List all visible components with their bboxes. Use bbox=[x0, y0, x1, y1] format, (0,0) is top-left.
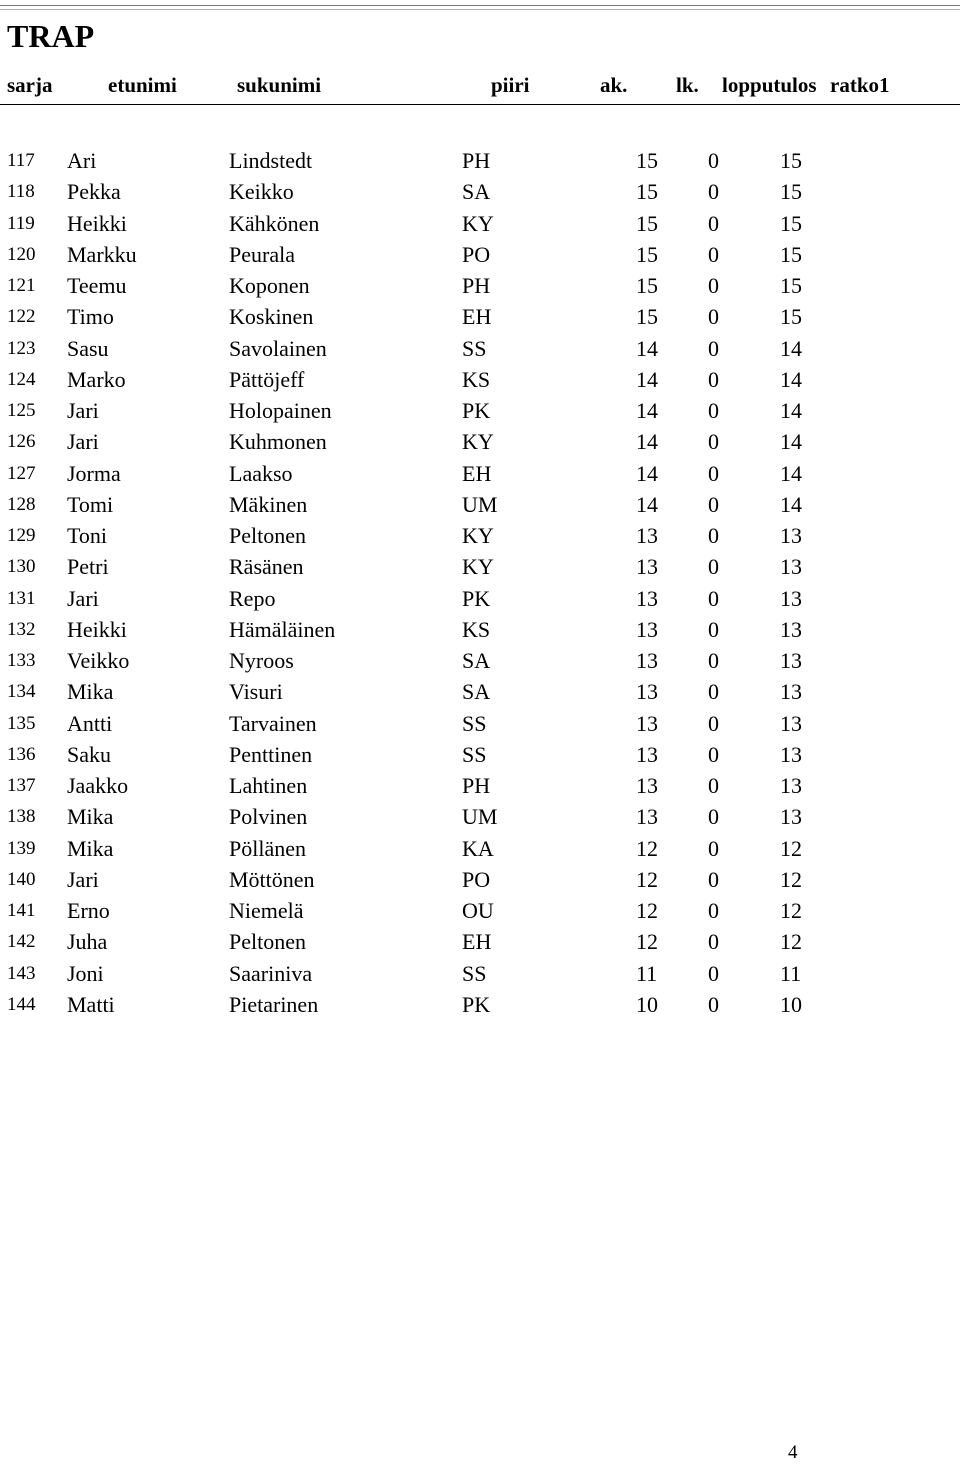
cell-sarja: 135 bbox=[7, 712, 36, 734]
cell-etunimi: Jari bbox=[67, 398, 99, 423]
cell-ak: 13 bbox=[636, 741, 658, 767]
table-row bbox=[0, 270, 960, 301]
cell-ak: 15 bbox=[636, 241, 658, 267]
cell-sarja: 118 bbox=[7, 181, 35, 203]
cell-lopputulos: 14 bbox=[780, 366, 802, 392]
cell-piiri: PH bbox=[462, 148, 491, 173]
cell-piiri: KA bbox=[462, 835, 494, 861]
cell-lopputulos: 13 bbox=[780, 554, 802, 580]
cell-lopputulos: 12 bbox=[780, 929, 802, 955]
header-sarja: sarja bbox=[7, 73, 53, 97]
cell-sarja: 126 bbox=[7, 431, 36, 453]
cell-lopputulos: 13 bbox=[780, 523, 802, 548]
cell-etunimi: Jari bbox=[67, 585, 99, 611]
cell-ak: 15 bbox=[636, 304, 658, 330]
cell-sukunimi: Pietarinen bbox=[229, 991, 319, 1017]
cell-lopputulos: 14 bbox=[780, 398, 802, 423]
cell-piiri: PK bbox=[462, 991, 491, 1017]
cell-sukunimi: Räsänen bbox=[229, 554, 304, 580]
cell-lopputulos: 13 bbox=[780, 648, 802, 673]
cell-etunimi: Juha bbox=[67, 929, 108, 955]
cell-lk: 0 bbox=[708, 804, 719, 830]
cell-lopputulos: 10 bbox=[780, 991, 802, 1017]
cell-etunimi: Ari bbox=[67, 148, 97, 173]
cell-sarja: 128 bbox=[7, 493, 36, 515]
table-row bbox=[0, 208, 960, 239]
cell-lk: 0 bbox=[708, 929, 719, 955]
cell-ak: 12 bbox=[636, 929, 658, 955]
cell-ak: 13 bbox=[636, 804, 658, 830]
table-row bbox=[0, 676, 960, 707]
cell-sarja: 136 bbox=[7, 743, 36, 765]
cell-lk: 0 bbox=[708, 491, 719, 517]
cell-sarja: 125 bbox=[7, 400, 36, 421]
cell-lopputulos: 15 bbox=[780, 148, 802, 173]
cell-ak: 10 bbox=[636, 991, 658, 1017]
cell-piiri: EH bbox=[462, 460, 492, 486]
cell-lopputulos: 14 bbox=[780, 460, 802, 486]
cell-sukunimi: Möttönen bbox=[229, 866, 315, 892]
header-sukunimi: sukunimi bbox=[237, 73, 322, 97]
table-row bbox=[0, 583, 960, 614]
cell-piiri: UM bbox=[462, 491, 498, 517]
cell-ak: 15 bbox=[636, 148, 658, 173]
cell-etunimi: Mika bbox=[67, 804, 114, 830]
cell-lk: 0 bbox=[708, 460, 719, 486]
cell-piiri: PH bbox=[462, 773, 491, 798]
cell-lopputulos: 14 bbox=[780, 491, 802, 517]
cell-etunimi: Erno bbox=[67, 898, 110, 923]
cell-sukunimi: Saariniva bbox=[229, 960, 313, 986]
cell-sarja: 134 bbox=[7, 681, 36, 703]
page-title: TRAP bbox=[7, 18, 95, 54]
cell-etunimi: Matti bbox=[67, 991, 115, 1017]
cell-lopputulos: 13 bbox=[780, 804, 802, 830]
cell-piiri: SS bbox=[462, 335, 487, 361]
cell-sukunimi: Niemelä bbox=[229, 898, 304, 923]
table-row bbox=[0, 489, 960, 520]
cell-piiri: SA bbox=[462, 648, 491, 673]
cell-sarja: 144 bbox=[7, 993, 36, 1015]
cell-sukunimi: Peltonen bbox=[229, 523, 306, 548]
cell-piiri: PK bbox=[462, 585, 491, 611]
cell-ak: 13 bbox=[636, 679, 658, 705]
table-row bbox=[0, 645, 960, 676]
table-row bbox=[0, 458, 960, 489]
cell-lopputulos: 12 bbox=[780, 898, 802, 923]
cell-lopputulos: 13 bbox=[780, 585, 802, 611]
cell-sarja: 131 bbox=[7, 587, 36, 609]
cell-sukunimi: Pöllänen bbox=[229, 835, 306, 861]
cell-lk: 0 bbox=[708, 179, 719, 205]
table-row bbox=[0, 864, 960, 895]
cell-lopputulos: 13 bbox=[780, 710, 802, 736]
cell-sarja: 127 bbox=[7, 462, 36, 484]
table-row bbox=[0, 739, 960, 770]
cell-ak: 14 bbox=[636, 335, 658, 361]
cell-sarja: 132 bbox=[7, 618, 36, 640]
cell-ak: 13 bbox=[636, 710, 658, 736]
cell-lk: 0 bbox=[708, 210, 719, 236]
table-row bbox=[0, 364, 960, 395]
table-row bbox=[0, 833, 960, 864]
cell-etunimi: Pekka bbox=[67, 179, 121, 205]
cell-lopputulos: 13 bbox=[780, 741, 802, 767]
cell-sukunimi: Hämäläinen bbox=[229, 616, 336, 642]
cell-sukunimi: Laakso bbox=[229, 460, 293, 486]
cell-etunimi: Markku bbox=[67, 241, 137, 267]
cell-lk: 0 bbox=[708, 273, 719, 298]
top-rule bbox=[0, 5, 960, 6]
cell-sukunimi: Koponen bbox=[229, 273, 310, 298]
cell-sukunimi: Pättöjeff bbox=[229, 366, 305, 392]
cell-sukunimi: Koskinen bbox=[229, 304, 314, 330]
cell-sukunimi: Visuri bbox=[229, 679, 283, 705]
cell-lk: 0 bbox=[708, 148, 719, 173]
cell-piiri: KY bbox=[462, 210, 494, 236]
header-lk: lk. bbox=[676, 73, 699, 97]
cell-lopputulos: 15 bbox=[780, 241, 802, 267]
cell-sarja: 123 bbox=[7, 337, 36, 359]
cell-lk: 0 bbox=[708, 741, 719, 767]
cell-lopputulos: 15 bbox=[780, 210, 802, 236]
cell-lopputulos: 15 bbox=[780, 273, 802, 298]
cell-sarja: 138 bbox=[7, 806, 36, 828]
cell-lk: 0 bbox=[708, 398, 719, 423]
cell-ak: 13 bbox=[636, 773, 658, 798]
page-number: 4 bbox=[788, 1442, 798, 1463]
cell-ak: 13 bbox=[636, 616, 658, 642]
cell-ak: 13 bbox=[636, 585, 658, 611]
table-row bbox=[0, 614, 960, 645]
cell-lk: 0 bbox=[708, 773, 719, 798]
table-row bbox=[0, 145, 960, 176]
cell-lk: 0 bbox=[708, 991, 719, 1017]
cell-piiri: KY bbox=[462, 554, 494, 580]
cell-piiri: SS bbox=[462, 710, 487, 736]
table-row bbox=[0, 176, 960, 207]
table-row bbox=[0, 770, 960, 801]
cell-sarja: 122 bbox=[7, 306, 36, 328]
cell-ak: 15 bbox=[636, 210, 658, 236]
cell-etunimi: Heikki bbox=[67, 210, 127, 236]
cell-etunimi: Jorma bbox=[67, 460, 121, 486]
cell-ak: 14 bbox=[636, 398, 658, 423]
cell-etunimi: Marko bbox=[67, 366, 126, 392]
cell-sarja: 140 bbox=[7, 868, 36, 890]
cell-etunimi: Jari bbox=[67, 866, 99, 892]
cell-lopputulos: 12 bbox=[780, 835, 802, 861]
table-row bbox=[0, 989, 960, 1020]
cell-lopputulos: 11 bbox=[780, 960, 802, 986]
cell-etunimi: Timo bbox=[67, 304, 114, 330]
cell-etunimi: Sasu bbox=[67, 335, 109, 361]
cell-piiri: PO bbox=[462, 866, 491, 892]
cell-etunimi: Veikko bbox=[67, 648, 130, 673]
cell-sukunimi: Kähkönen bbox=[229, 210, 320, 236]
table-row bbox=[0, 926, 960, 957]
cell-lk: 0 bbox=[708, 835, 719, 861]
cell-piiri: SS bbox=[462, 960, 487, 986]
cell-sukunimi: Peltonen bbox=[229, 929, 306, 955]
table-row bbox=[0, 801, 960, 832]
cell-lk: 0 bbox=[708, 960, 719, 986]
cell-piiri: OU bbox=[462, 898, 494, 923]
cell-lk: 0 bbox=[708, 304, 719, 330]
cell-lopputulos: 14 bbox=[780, 429, 802, 455]
cell-lopputulos: 15 bbox=[780, 179, 802, 205]
cell-piiri: EH bbox=[462, 929, 492, 955]
cell-sukunimi: Peurala bbox=[229, 241, 295, 267]
cell-ak: 15 bbox=[636, 273, 658, 298]
cell-sarja: 141 bbox=[7, 900, 36, 921]
cell-lopputulos: 13 bbox=[780, 773, 802, 798]
cell-sukunimi: Repo bbox=[229, 585, 276, 611]
cell-piiri: EH bbox=[462, 304, 492, 330]
header-rule bbox=[0, 104, 960, 105]
table-row bbox=[0, 426, 960, 457]
cell-lk: 0 bbox=[708, 710, 719, 736]
cell-sarja: 120 bbox=[7, 243, 36, 265]
cell-etunimi: Toni bbox=[67, 523, 108, 548]
cell-sarja: 121 bbox=[7, 275, 36, 296]
table-row bbox=[0, 895, 960, 926]
cell-lopputulos: 12 bbox=[780, 866, 802, 892]
cell-etunimi: Jaakko bbox=[67, 773, 129, 798]
cell-sukunimi: Tarvainen bbox=[229, 710, 317, 736]
cell-sarja: 124 bbox=[7, 368, 36, 390]
cell-etunimi: Teemu bbox=[67, 273, 127, 298]
header-ak: ak. bbox=[600, 73, 628, 97]
cell-sukunimi: Polvinen bbox=[229, 804, 308, 830]
cell-etunimi: Saku bbox=[67, 741, 111, 767]
cell-lk: 0 bbox=[708, 898, 719, 923]
cell-sukunimi: Keikko bbox=[229, 179, 294, 205]
cell-ak: 15 bbox=[636, 179, 658, 205]
cell-etunimi: Antti bbox=[67, 710, 113, 736]
cell-ak: 11 bbox=[636, 960, 658, 986]
cell-lk: 0 bbox=[708, 585, 719, 611]
cell-ak: 14 bbox=[636, 366, 658, 392]
cell-piiri: KS bbox=[462, 616, 491, 642]
cell-etunimi: Tomi bbox=[67, 491, 114, 517]
cell-etunimi: Petri bbox=[67, 554, 109, 580]
cell-ak: 13 bbox=[636, 523, 658, 548]
cell-piiri: SS bbox=[462, 741, 487, 767]
header-piiri: piiri bbox=[491, 73, 530, 97]
cell-sarja: 119 bbox=[7, 212, 35, 234]
header-lopputulos: lopputulos bbox=[722, 73, 817, 97]
cell-piiri: SA bbox=[462, 679, 491, 705]
cell-sarja: 133 bbox=[7, 650, 36, 671]
cell-lk: 0 bbox=[708, 616, 719, 642]
cell-sarja: 117 bbox=[7, 150, 35, 171]
cell-etunimi: Mika bbox=[67, 835, 114, 861]
table-row bbox=[0, 708, 960, 739]
cell-etunimi: Heikki bbox=[67, 616, 127, 642]
cell-ak: 12 bbox=[636, 866, 658, 892]
table-row bbox=[0, 958, 960, 989]
cell-sarja: 137 bbox=[7, 775, 36, 796]
cell-lk: 0 bbox=[708, 679, 719, 705]
cell-lk: 0 bbox=[708, 366, 719, 392]
cell-lk: 0 bbox=[708, 523, 719, 548]
cell-lk: 0 bbox=[708, 335, 719, 361]
cell-sukunimi: Lindstedt bbox=[229, 148, 313, 173]
table-row bbox=[0, 333, 960, 364]
table-row bbox=[0, 395, 960, 426]
cell-sarja: 130 bbox=[7, 556, 36, 578]
cell-sarja: 143 bbox=[7, 962, 36, 984]
cell-ak: 14 bbox=[636, 491, 658, 517]
cell-ak: 12 bbox=[636, 898, 658, 923]
top-rule-secondary bbox=[0, 9, 960, 10]
cell-etunimi: Mika bbox=[67, 679, 114, 705]
cell-lk: 0 bbox=[708, 429, 719, 455]
cell-ak: 13 bbox=[636, 648, 658, 673]
cell-sukunimi: Nyroos bbox=[229, 648, 294, 673]
table-row bbox=[0, 239, 960, 270]
cell-ak: 12 bbox=[636, 835, 658, 861]
cell-lk: 0 bbox=[708, 241, 719, 267]
cell-sukunimi: Savolainen bbox=[229, 335, 327, 361]
cell-ak: 14 bbox=[636, 429, 658, 455]
cell-sukunimi: Kuhmonen bbox=[229, 429, 327, 455]
cell-piiri: PK bbox=[462, 398, 491, 423]
cell-ak: 13 bbox=[636, 554, 658, 580]
cell-sukunimi: Mäkinen bbox=[229, 491, 308, 517]
cell-piiri: UM bbox=[462, 804, 498, 830]
cell-lopputulos: 15 bbox=[780, 304, 802, 330]
cell-piiri: SA bbox=[462, 179, 491, 205]
cell-piiri: PO bbox=[462, 241, 491, 267]
cell-sarja: 129 bbox=[7, 525, 36, 546]
cell-piiri: KY bbox=[462, 429, 494, 455]
header-etunimi: etunimi bbox=[108, 73, 177, 97]
cell-lopputulos: 14 bbox=[780, 335, 802, 361]
cell-etunimi: Jari bbox=[67, 429, 99, 455]
table-row bbox=[0, 551, 960, 582]
cell-lk: 0 bbox=[708, 648, 719, 673]
cell-piiri: KY bbox=[462, 523, 494, 548]
cell-etunimi: Joni bbox=[67, 960, 104, 986]
cell-sukunimi: Holopainen bbox=[229, 398, 332, 423]
cell-sukunimi: Penttinen bbox=[229, 741, 313, 767]
cell-ak: 14 bbox=[636, 460, 658, 486]
header-ratko1: ratko1 bbox=[830, 73, 890, 97]
cell-lk: 0 bbox=[708, 554, 719, 580]
cell-lopputulos: 13 bbox=[780, 616, 802, 642]
cell-piiri: PH bbox=[462, 273, 491, 298]
cell-sukunimi: Lahtinen bbox=[229, 773, 308, 798]
cell-sarja: 142 bbox=[7, 931, 36, 953]
cell-piiri: KS bbox=[462, 366, 491, 392]
cell-lopputulos: 13 bbox=[780, 679, 802, 705]
table-row bbox=[0, 301, 960, 332]
cell-lk: 0 bbox=[708, 866, 719, 892]
cell-sarja: 139 bbox=[7, 837, 36, 859]
table-row bbox=[0, 520, 960, 551]
